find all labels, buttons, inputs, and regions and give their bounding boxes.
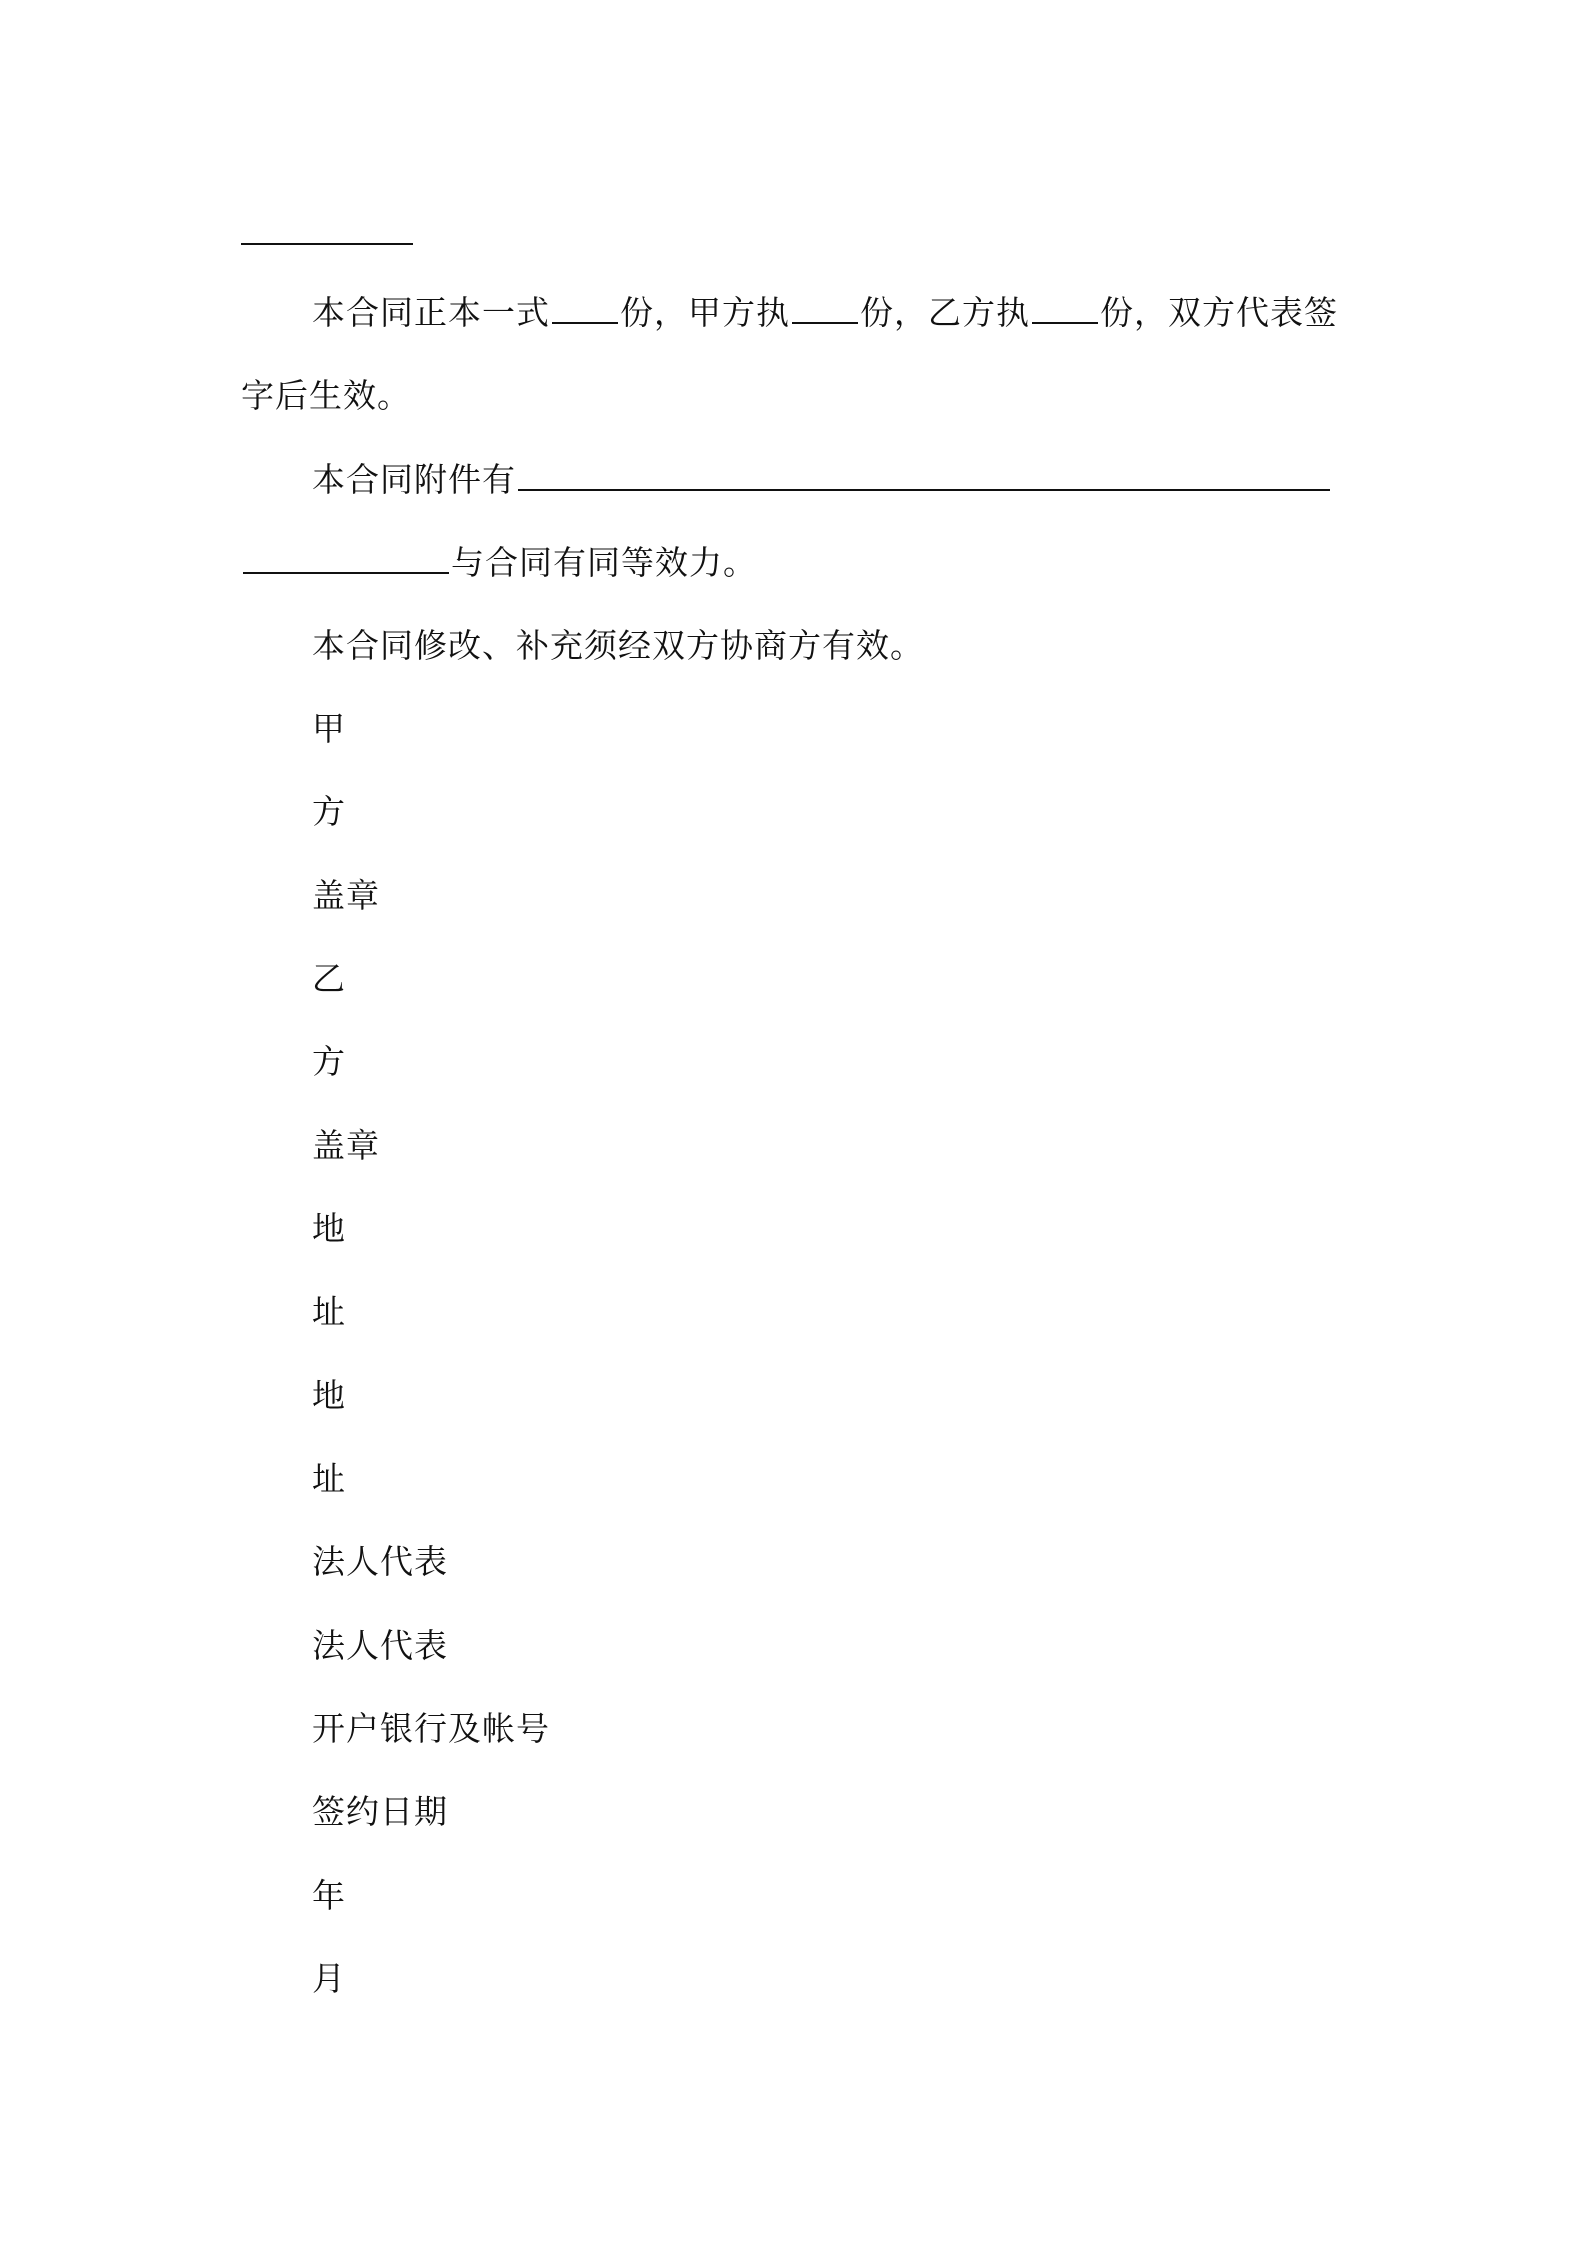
sig-party-b-1: 乙 <box>312 959 346 998</box>
top-blank-line <box>241 243 413 245</box>
sig-party-b-seal: 盖章 <box>312 1126 380 1165</box>
sig-address-b-2: 址 <box>312 1459 346 1498</box>
copies-text-1: 本合同正本一式 <box>312 293 550 332</box>
sig-legal-rep-b: 法人代表 <box>312 1626 448 1665</box>
sig-party-a-1: 甲 <box>312 709 346 748</box>
amendment-paragraph: 本合同修改、补充须经双方协商方有效。 <box>312 626 924 665</box>
attachment-blank <box>518 459 1330 491</box>
copies-paragraph-line2 <box>241 376 411 416</box>
copies-text-cont: 字后生效。 <box>241 376 411 415</box>
sig-month: 月 <box>312 1959 346 1998</box>
sig-address-a-1: 地 <box>312 1209 346 1248</box>
sig-year: 年 <box>312 1876 346 1915</box>
copies-blank-party-b <box>1032 292 1098 324</box>
copies-paragraph-line1 <box>312 292 1338 333</box>
sig-signing-date: 签约日期 <box>312 1792 448 1831</box>
sig-address-a-2: 址 <box>312 1292 346 1331</box>
sig-party-a-2: 方 <box>312 792 346 831</box>
sig-party-a-seal: 盖章 <box>312 876 380 915</box>
attachment-tail: 与合同有同等效力。 <box>451 543 757 582</box>
copies-text-4: 份，双方代表签 <box>1100 293 1338 332</box>
sig-bank-account: 开户银行及帐号 <box>312 1709 550 1748</box>
attachment-lead: 本合同附件有 <box>312 460 516 499</box>
attachment-paragraph-line2 <box>241 542 757 583</box>
copies-blank-total <box>552 292 618 324</box>
sig-address-b-1: 地 <box>312 1376 346 1415</box>
sig-legal-rep-a: 法人代表 <box>312 1542 448 1581</box>
sig-party-b-2: 方 <box>312 1042 346 1081</box>
attachment-blank-cont <box>243 542 449 574</box>
copies-text-2: 份，甲方执 <box>620 293 790 332</box>
attachment-paragraph-line1 <box>312 459 1332 500</box>
copies-text-3: 份，乙方执 <box>860 293 1030 332</box>
copies-blank-party-a <box>792 292 858 324</box>
